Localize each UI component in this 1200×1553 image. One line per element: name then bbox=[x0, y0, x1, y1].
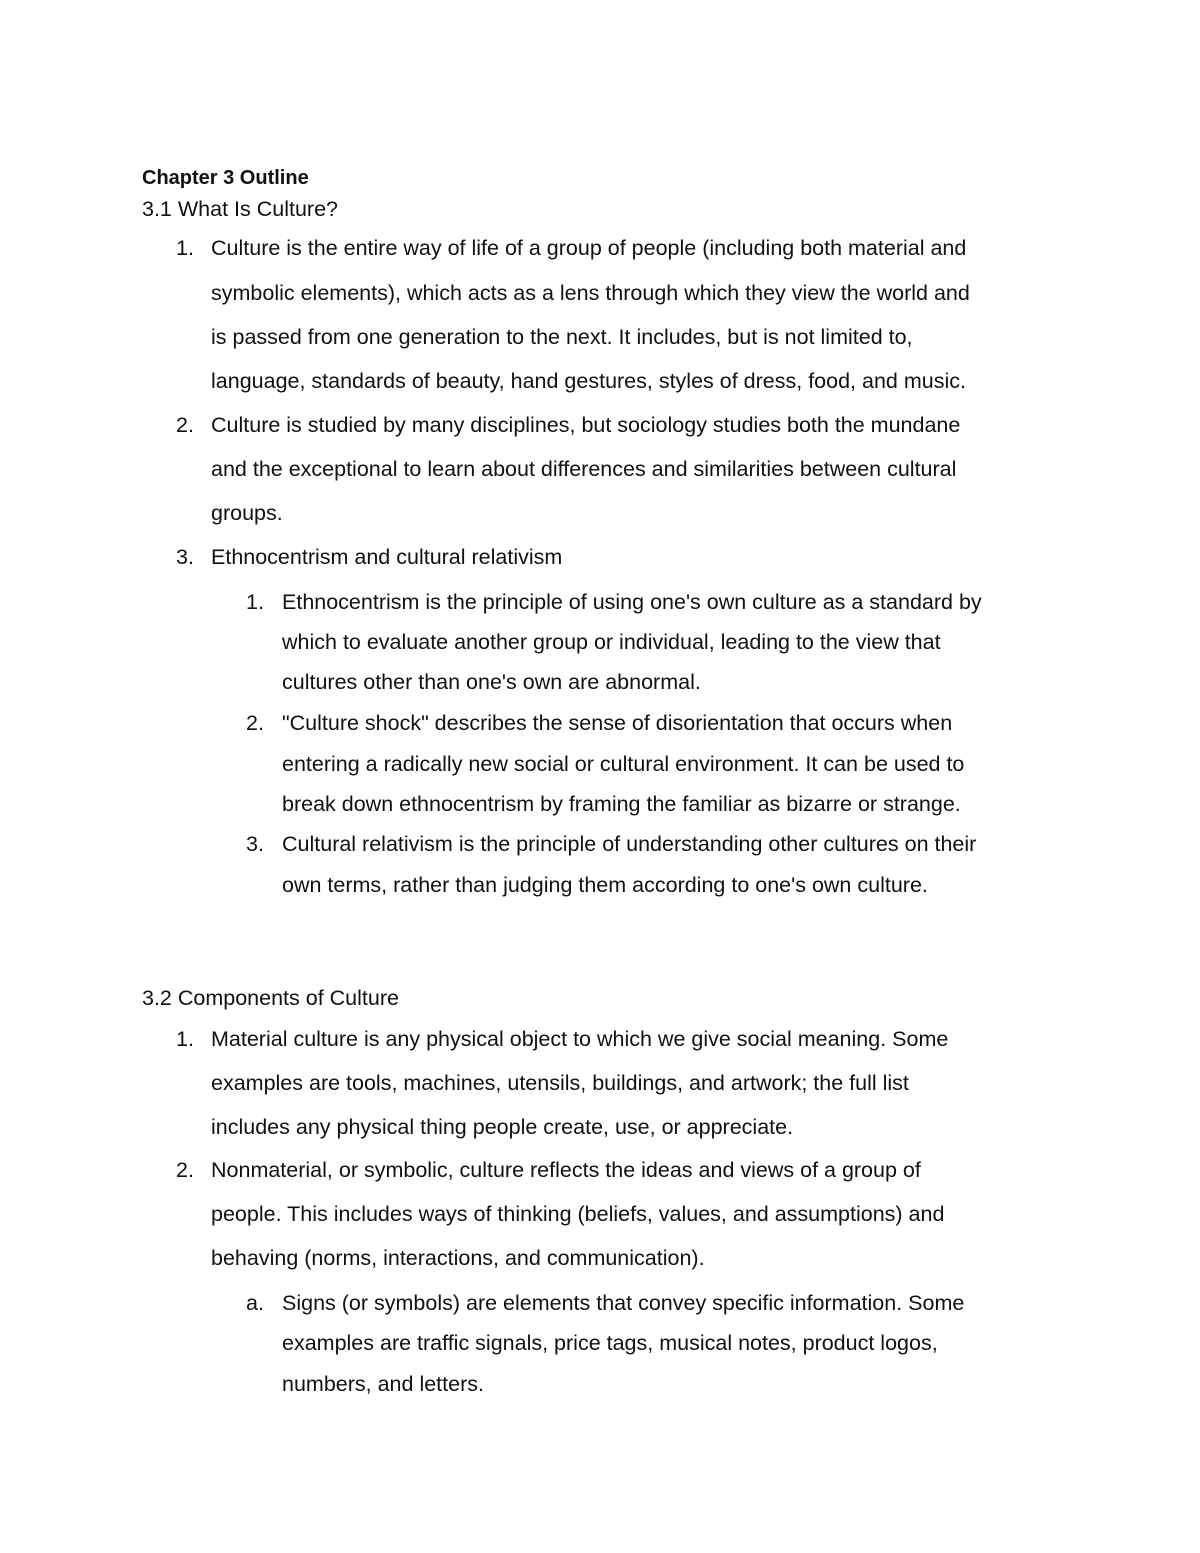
list-item-line: people. This includes ways of thinking (beliefs, values, and assumptions) and bbox=[211, 1202, 945, 1226]
list-item-line: Culture is the entire way of life of a group of people (including both material and bbox=[211, 236, 967, 260]
list-item-line: examples are tools, machines, utensils, buildings, and artwork; the full list bbox=[211, 1071, 909, 1095]
list-item-line: Nonmaterial, or symbolic, culture reflects the ideas and views of a group of bbox=[211, 1158, 921, 1182]
list-item-line: Culture is studied by many disciplines, but sociology studies both the mundane bbox=[211, 413, 961, 437]
sublist-marker: 2. bbox=[246, 711, 264, 735]
list-item-line: includes any physical thing people create, use, or appreciate. bbox=[211, 1115, 794, 1139]
sublist-item-line: which to evaluate another group or individual, leading to the view that bbox=[282, 630, 941, 654]
sublist-item-line: examples are traffic signals, price tags, musical notes, product logos, bbox=[282, 1331, 938, 1355]
sublist-item-line: numbers, and letters. bbox=[282, 1372, 484, 1396]
list-marker: 1. bbox=[176, 1027, 194, 1051]
list-item-line: is passed from one generation to the next. It includes, but is not limited to, bbox=[211, 325, 913, 349]
sublist-item-line: "Culture shock" describes the sense of disorientation that occurs when bbox=[282, 711, 953, 735]
list-item-line: Ethnocentrism and cultural relativism bbox=[211, 545, 563, 569]
sublist-item-line: own terms, rather than judging them according to one's own culture. bbox=[282, 873, 928, 897]
list-item-line: groups. bbox=[211, 501, 283, 525]
document-title: Chapter 3 Outline bbox=[142, 167, 309, 189]
list-item-line: symbolic elements), which acts as a lens through which they view the world and bbox=[211, 281, 970, 305]
sublist-item-line: break down ethnocentrism by framing the familiar as bizarre or strange. bbox=[282, 792, 961, 816]
sublist-marker: 1. bbox=[246, 590, 264, 614]
list-item-line: and the exceptional to learn about differences and similarities between cultural bbox=[211, 457, 957, 481]
sublist-item-line: Signs (or symbols) are elements that convey specific information. Some bbox=[282, 1291, 965, 1315]
list-item-line: language, standards of beauty, hand gestures, styles of dress, food, and music. bbox=[211, 369, 966, 393]
sublist-marker: 3. bbox=[246, 832, 264, 856]
list-item-line: behaving (norms, interactions, and communication). bbox=[211, 1246, 705, 1270]
section-heading: 3.1 What Is Culture? bbox=[142, 197, 338, 221]
sublist-item-line: entering a radically new social or cultural environment. It can be used to bbox=[282, 752, 965, 776]
sublist-item-line: Cultural relativism is the principle of understanding other cultures on their bbox=[282, 832, 977, 856]
list-marker: 3. bbox=[176, 545, 194, 569]
section-heading: 3.2 Components of Culture bbox=[142, 986, 399, 1010]
list-marker: 1. bbox=[176, 236, 194, 260]
sublist-marker: a. bbox=[246, 1291, 264, 1315]
list-item-line: Material culture is any physical object to which we give social meaning. Some bbox=[211, 1027, 949, 1051]
sublist-item-line: Ethnocentrism is the principle of using one's own culture as a standard by bbox=[282, 590, 982, 614]
list-marker: 2. bbox=[176, 413, 194, 437]
list-marker: 2. bbox=[176, 1158, 194, 1182]
sublist-item-line: cultures other than one's own are abnormal. bbox=[282, 670, 701, 694]
